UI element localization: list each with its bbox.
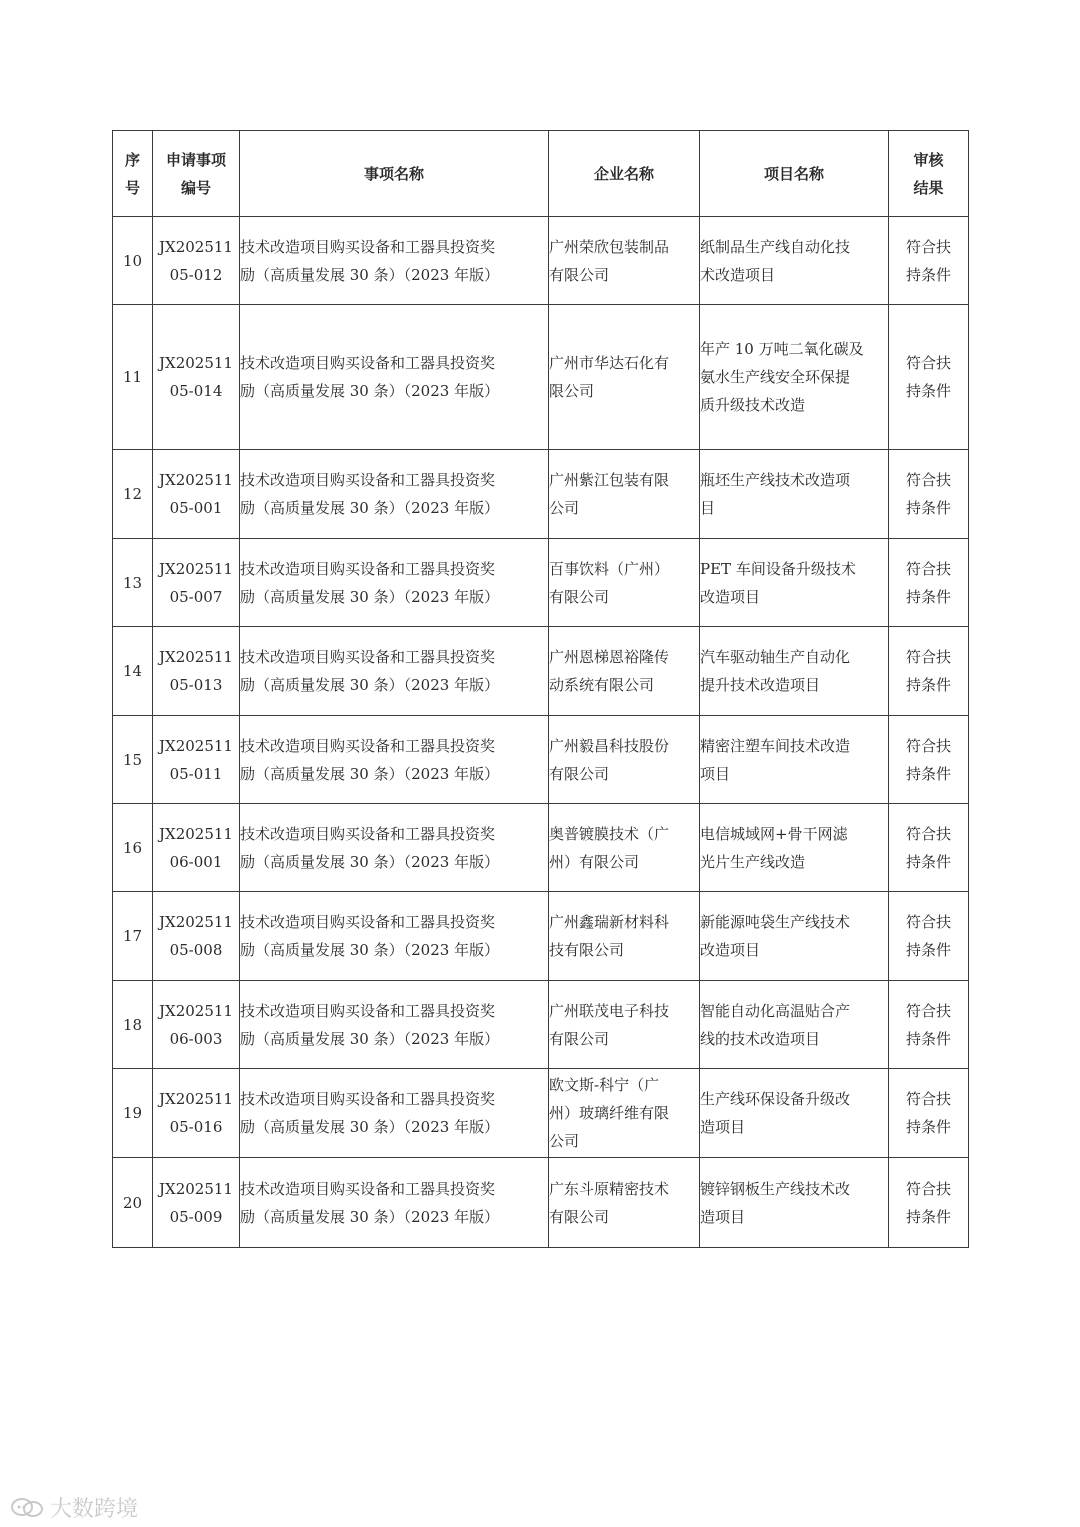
cell-line: 州）有限公司 xyxy=(549,852,640,871)
cell-line: 励（高质量发展 30 条）（2023 年版） xyxy=(240,852,500,871)
table-row xyxy=(113,305,969,450)
seq-cell: 19 xyxy=(113,1069,153,1158)
project-name-cell xyxy=(700,892,889,981)
cell-line: 励（高质量发展 30 条）（2023 年版） xyxy=(240,1118,500,1136)
cell-line: 技术改造项目购买设备和工器具投资奖 xyxy=(240,648,496,666)
cell-line: 广州市华达石化有 xyxy=(549,354,670,372)
seq-cell: 12 xyxy=(113,450,153,539)
table-row xyxy=(113,450,969,539)
company-name-cell xyxy=(549,716,700,804)
cell-line: 持条件 xyxy=(905,764,951,783)
cell-line: 励（高质量发展 30 条）（2023 年版） xyxy=(240,764,500,783)
cell-line: 励（高质量发展 30 条）（2023 年版） xyxy=(240,499,500,517)
header-company-name: 企业名称 xyxy=(549,131,700,217)
cell-line: 符合扶 xyxy=(905,559,951,578)
cell-line: 改造项目 xyxy=(700,587,761,606)
cell-line: 术改造项目 xyxy=(700,265,776,284)
company-name-cell xyxy=(549,539,700,627)
cell-line: 汽车驱动轴生产自动化 xyxy=(700,648,851,666)
application-code-cell xyxy=(153,892,240,981)
cell-line: 励（高质量发展 30 条）（2023 年版） xyxy=(240,1207,500,1226)
cell-line: JX202511 xyxy=(159,1001,233,1020)
review-result-cell xyxy=(889,217,969,305)
company-name-cell xyxy=(549,450,700,539)
cell-line: 05-009 xyxy=(169,1207,223,1226)
cell-line: 励（高质量发展 30 条）（2023 年版） xyxy=(240,265,500,284)
project-name-cell xyxy=(700,305,889,450)
cell-line: 百事饮料（广州） xyxy=(549,559,670,578)
cell-line: 目 xyxy=(700,499,716,517)
cell-line: 限公司 xyxy=(549,382,595,400)
approval-table xyxy=(112,130,969,1248)
cell-line: 技术改造项目购买设备和工器具投资奖 xyxy=(240,824,496,843)
cell-line: 镀锌钢板生产线技术改 xyxy=(700,1179,851,1198)
cell-line: 新能源吨袋生产线技术 xyxy=(700,913,851,931)
item-name-cell xyxy=(240,981,549,1069)
cell-line: 技术改造项目购买设备和工器具投资奖 xyxy=(240,237,496,256)
cell-line: 广州鑫瑞新材料科 xyxy=(549,913,670,931)
project-name-cell xyxy=(700,1158,889,1248)
cell-line: 符合扶 xyxy=(905,471,951,489)
application-code-cell xyxy=(153,305,240,450)
item-name-cell xyxy=(240,1158,549,1248)
application-code-cell xyxy=(153,716,240,804)
cell-line: 技术改造项目购买设备和工器具投资奖 xyxy=(240,1179,496,1198)
seq-cell: 13 xyxy=(113,539,153,627)
watermark xyxy=(10,1492,138,1523)
cell-line: JX202511 xyxy=(159,1090,233,1108)
item-name-cell xyxy=(240,892,549,981)
seq-cell: 11 xyxy=(113,305,153,450)
review-result-cell xyxy=(889,1158,969,1248)
application-code-cell xyxy=(153,627,240,716)
cell-line: 持条件 xyxy=(905,499,951,517)
review-result-cell xyxy=(889,981,969,1069)
cell-line: 动系统有限公司 xyxy=(549,676,655,694)
cell-line: 瓶坯生产线技术改造项 xyxy=(700,471,851,489)
cell-line: 05-012 xyxy=(169,265,223,284)
cell-line: 06-001 xyxy=(169,852,223,871)
cell-line: 精密注塑车间技术改造 xyxy=(700,736,851,755)
application-code-cell xyxy=(153,217,240,305)
cell-line: 欧文斯-科宁（广 xyxy=(549,1076,660,1094)
cell-line: 05-007 xyxy=(169,587,223,606)
review-result-cell xyxy=(889,450,969,539)
table-row xyxy=(113,217,969,305)
cell-line: 提升技术改造项目 xyxy=(700,676,821,694)
cell-line: 公司 xyxy=(549,1132,580,1150)
cell-line: 技术改造项目购买设备和工器具投资奖 xyxy=(240,1090,496,1108)
cell-line: 符合扶 xyxy=(905,648,951,666)
seq-cell: 18 xyxy=(113,981,153,1069)
cell-line: 技有限公司 xyxy=(549,941,625,959)
cell-line: 励（高质量发展 30 条）（2023 年版） xyxy=(240,1029,500,1048)
cell-line: 05-013 xyxy=(169,676,223,694)
cell-line: 持条件 xyxy=(905,676,951,694)
cell-line: 励（高质量发展 30 条）（2023 年版） xyxy=(240,941,500,959)
watermark-text: 大数跨境 xyxy=(50,1497,139,1522)
cell-line: 05-001 xyxy=(169,499,223,517)
item-name-cell xyxy=(240,804,549,892)
cell-line: 光片生产线改造 xyxy=(700,852,806,871)
cell-line: 符合扶 xyxy=(905,1179,951,1198)
cell-line: 符合扶 xyxy=(905,824,951,843)
header-seq: 序 号 xyxy=(113,131,153,217)
cell-line: JX202511 xyxy=(159,354,233,372)
cell-line: 持条件 xyxy=(905,1029,951,1048)
cell-line: 改造项目 xyxy=(700,941,761,959)
review-result-cell xyxy=(889,305,969,450)
cell-line: JX202511 xyxy=(159,913,233,931)
seq-cell: 10 xyxy=(113,217,153,305)
company-name-cell xyxy=(549,892,700,981)
cell-line: 电信城域网+骨干网滤 xyxy=(700,824,848,843)
review-result-cell xyxy=(889,892,969,981)
cell-line: 持条件 xyxy=(905,382,951,400)
seq-cell: 17 xyxy=(113,892,153,981)
cell-line: JX202511 xyxy=(159,736,233,755)
cell-line: 氨水生产线安全环保提 xyxy=(700,368,851,386)
cell-line: 年产 10 万吨二氧化碳及 xyxy=(700,340,864,358)
cell-line: 技术改造项目购买设备和工器具投资奖 xyxy=(240,471,496,489)
cell-line: 持条件 xyxy=(905,587,951,606)
seq-cell: 14 xyxy=(113,627,153,716)
table-row xyxy=(113,804,969,892)
header-review-result: 审核 结果 xyxy=(889,131,969,217)
cell-line: 05-014 xyxy=(169,382,223,400)
cell-line: 持条件 xyxy=(905,1207,951,1226)
speech-bubbles-logo-icon xyxy=(10,1496,44,1520)
cell-line: 持条件 xyxy=(905,265,951,284)
cell-line: 05-011 xyxy=(169,764,223,783)
cell-line: 励（高质量发展 30 条）（2023 年版） xyxy=(240,587,500,606)
cell-line: 技术改造项目购买设备和工器具投资奖 xyxy=(240,1001,496,1020)
cell-line: 符合扶 xyxy=(905,913,951,931)
application-code-cell xyxy=(153,804,240,892)
cell-line: 州）玻璃纤维有限 xyxy=(549,1104,670,1122)
cell-line: 符合扶 xyxy=(905,736,951,755)
project-name-cell xyxy=(700,539,889,627)
cell-line: 有限公司 xyxy=(549,764,610,783)
cell-line: 有限公司 xyxy=(549,1029,610,1048)
project-name-cell xyxy=(700,450,889,539)
cell-line: 持条件 xyxy=(905,852,951,871)
table-row xyxy=(113,627,969,716)
cell-line: 技术改造项目购买设备和工器具投资奖 xyxy=(240,559,496,578)
table-row xyxy=(113,539,969,627)
item-name-cell xyxy=(240,450,549,539)
item-name-cell xyxy=(240,1069,549,1158)
cell-line: 项目 xyxy=(700,764,731,783)
cell-line: 纸制品生产线自动化技 xyxy=(700,237,851,256)
cell-line: 技术改造项目购买设备和工器具投资奖 xyxy=(240,913,496,931)
cell-line: 线的技术改造项目 xyxy=(700,1029,821,1048)
cell-line: 符合扶 xyxy=(905,1090,951,1108)
cell-line: 广州恩梯恩裕隆传 xyxy=(549,648,670,666)
item-name-cell xyxy=(240,716,549,804)
item-name-cell xyxy=(240,627,549,716)
table-row xyxy=(113,981,969,1069)
company-name-cell xyxy=(549,1158,700,1248)
cell-line: JX202511 xyxy=(159,237,233,256)
table-row xyxy=(113,892,969,981)
company-name-cell xyxy=(549,1069,700,1158)
seq-cell: 16 xyxy=(113,804,153,892)
cell-line: 符合扶 xyxy=(905,237,951,256)
project-name-cell xyxy=(700,217,889,305)
cell-line: 励（高质量发展 30 条）（2023 年版） xyxy=(240,382,500,400)
cell-line: 广州荣欣包装制品 xyxy=(549,237,670,256)
cell-line: 公司 xyxy=(549,499,580,517)
project-name-cell xyxy=(700,981,889,1069)
table-row xyxy=(113,1158,969,1248)
cell-line: 有限公司 xyxy=(549,265,610,284)
cell-line: PET 车间设备升级技术 xyxy=(700,559,856,578)
item-name-cell xyxy=(240,217,549,305)
cell-line: 广州联茂电子科技 xyxy=(549,1001,670,1020)
project-name-cell xyxy=(700,1069,889,1158)
company-name-cell xyxy=(549,627,700,716)
application-code-cell xyxy=(153,1069,240,1158)
cell-line: JX202511 xyxy=(159,648,233,666)
cell-line: 广州毅昌科技股份 xyxy=(549,736,670,755)
application-code-cell xyxy=(153,981,240,1069)
cell-line: 技术改造项目购买设备和工器具投资奖 xyxy=(240,736,496,755)
item-name-cell xyxy=(240,305,549,450)
project-name-cell xyxy=(700,804,889,892)
cell-line: 持条件 xyxy=(905,1118,951,1136)
cell-line: JX202511 xyxy=(159,824,233,843)
cell-line: 广东斗原精密技术 xyxy=(549,1179,670,1198)
review-result-cell xyxy=(889,539,969,627)
cell-line: 有限公司 xyxy=(549,1207,610,1226)
review-result-cell xyxy=(889,804,969,892)
cell-line: 造项目 xyxy=(700,1207,746,1226)
cell-line: 技术改造项目购买设备和工器具投资奖 xyxy=(240,354,496,372)
table-header-row xyxy=(113,131,969,217)
application-code-cell xyxy=(153,1158,240,1248)
header-project-name: 项目名称 xyxy=(700,131,889,217)
cell-line: 05-008 xyxy=(169,941,223,959)
cell-line: 符合扶 xyxy=(905,1001,951,1020)
header-code: 申请事项 编号 xyxy=(153,131,240,217)
cell-line: 生产线环保设备升级改 xyxy=(700,1090,851,1108)
cell-line: JX202511 xyxy=(159,471,233,489)
cell-line: 有限公司 xyxy=(549,587,610,606)
cell-line: JX202511 xyxy=(159,1179,233,1198)
company-name-cell xyxy=(549,217,700,305)
cell-line: 造项目 xyxy=(700,1118,746,1136)
seq-cell: 15 xyxy=(113,716,153,804)
application-code-cell xyxy=(153,539,240,627)
cell-line: 励（高质量发展 30 条）（2023 年版） xyxy=(240,676,500,694)
application-code-cell xyxy=(153,450,240,539)
table-row xyxy=(113,716,969,804)
table-row xyxy=(113,1069,969,1158)
review-result-cell xyxy=(889,716,969,804)
review-result-cell xyxy=(889,1069,969,1158)
company-name-cell xyxy=(549,804,700,892)
cell-line: 智能自动化高温贴合产 xyxy=(700,1001,851,1020)
company-name-cell xyxy=(549,981,700,1069)
cell-line: 06-003 xyxy=(169,1029,223,1048)
company-name-cell xyxy=(549,305,700,450)
item-name-cell xyxy=(240,539,549,627)
cell-line: 质升级技术改造 xyxy=(700,396,806,414)
cell-line: JX202511 xyxy=(159,559,233,578)
cell-line: 05-016 xyxy=(169,1118,223,1136)
review-result-cell xyxy=(889,627,969,716)
cell-line: 符合扶 xyxy=(905,354,951,372)
cell-line: 广州紫江包装有限 xyxy=(549,471,670,489)
seq-cell: 20 xyxy=(113,1158,153,1248)
cell-line: 持条件 xyxy=(905,941,951,959)
cell-line: 奥普镀膜技术（广 xyxy=(549,824,670,843)
header-item-name: 事项名称 xyxy=(240,131,549,217)
project-name-cell xyxy=(700,716,889,804)
project-name-cell xyxy=(700,627,889,716)
